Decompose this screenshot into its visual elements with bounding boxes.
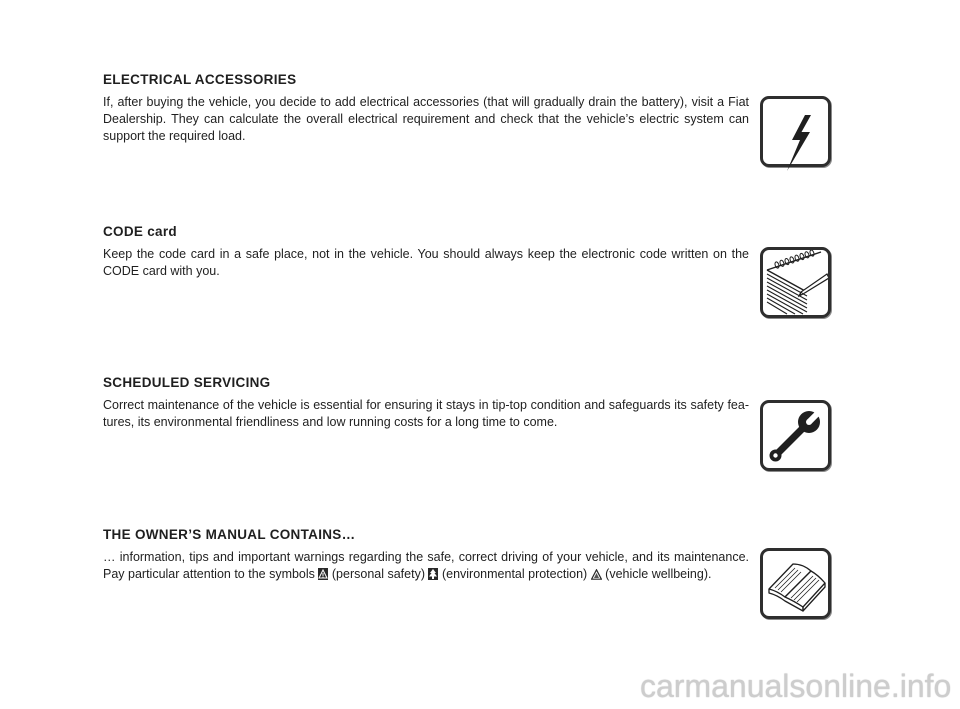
notebook-pencil-icon-graphic [763, 250, 828, 315]
personal-safety-icon [318, 568, 328, 580]
section-body: Keep the code card in a safe place, not in the vehicle. You should always keep the electronic code written on the CODE card with you. [103, 247, 749, 278]
open-book-icon [760, 548, 831, 619]
section-heading: SCHEDULED SERVICING [103, 375, 271, 390]
section-scheduled-servicing [103, 375, 749, 431]
open-book-icon-graphic [763, 551, 828, 616]
symbol-label-environmental-protection: (environmental protection) [441, 567, 588, 581]
lightning-bolt-icon-graphic [763, 99, 828, 164]
section-manual-contents [103, 527, 749, 583]
section-code-card [103, 224, 749, 280]
section-heading: ELECTRICAL ACCESSORIES [103, 72, 297, 87]
lightning-bolt-icon [760, 96, 831, 167]
section-heading: CODE card [103, 224, 177, 239]
symbol-label-personal-safety: (personal safety) [331, 567, 425, 581]
section-body [103, 549, 749, 583]
wrench-icon [760, 400, 831, 471]
section-body: If, after buying the vehicle, you decide to add electrical accessories (that will gradually drain the battery), visit a Fiat Dealership. They can calculate the overall electrical requirement and check that the vehicle’s electric system can support the required load. [103, 95, 749, 143]
vehicle-wellbeing-icon [591, 569, 602, 580]
environmental-protection-icon [428, 568, 438, 580]
wrench-icon-graphic [763, 403, 828, 468]
section-body-intro: … information, tips and important warnings regarding the safe, correct driving of your vehicle, and its maintenance. Pay particular attention to the symbols [103, 550, 749, 581]
notebook-pencil-icon [760, 247, 831, 318]
watermark: carmanualsonline.info [640, 668, 952, 704]
section-body: Correct maintenance of the vehicle is essential for ensuring it stays in tip-top condition and safeguards its safety fea-tures, its environmental friendliness and low running costs for a long time to come. [103, 398, 749, 429]
section-heading: THE OWNER’S MANUAL CONTAINS… [103, 527, 356, 542]
section-electrical-accessories [103, 72, 749, 145]
symbol-label-vehicle-wellbeing: (vehicle wellbeing). [605, 567, 712, 581]
